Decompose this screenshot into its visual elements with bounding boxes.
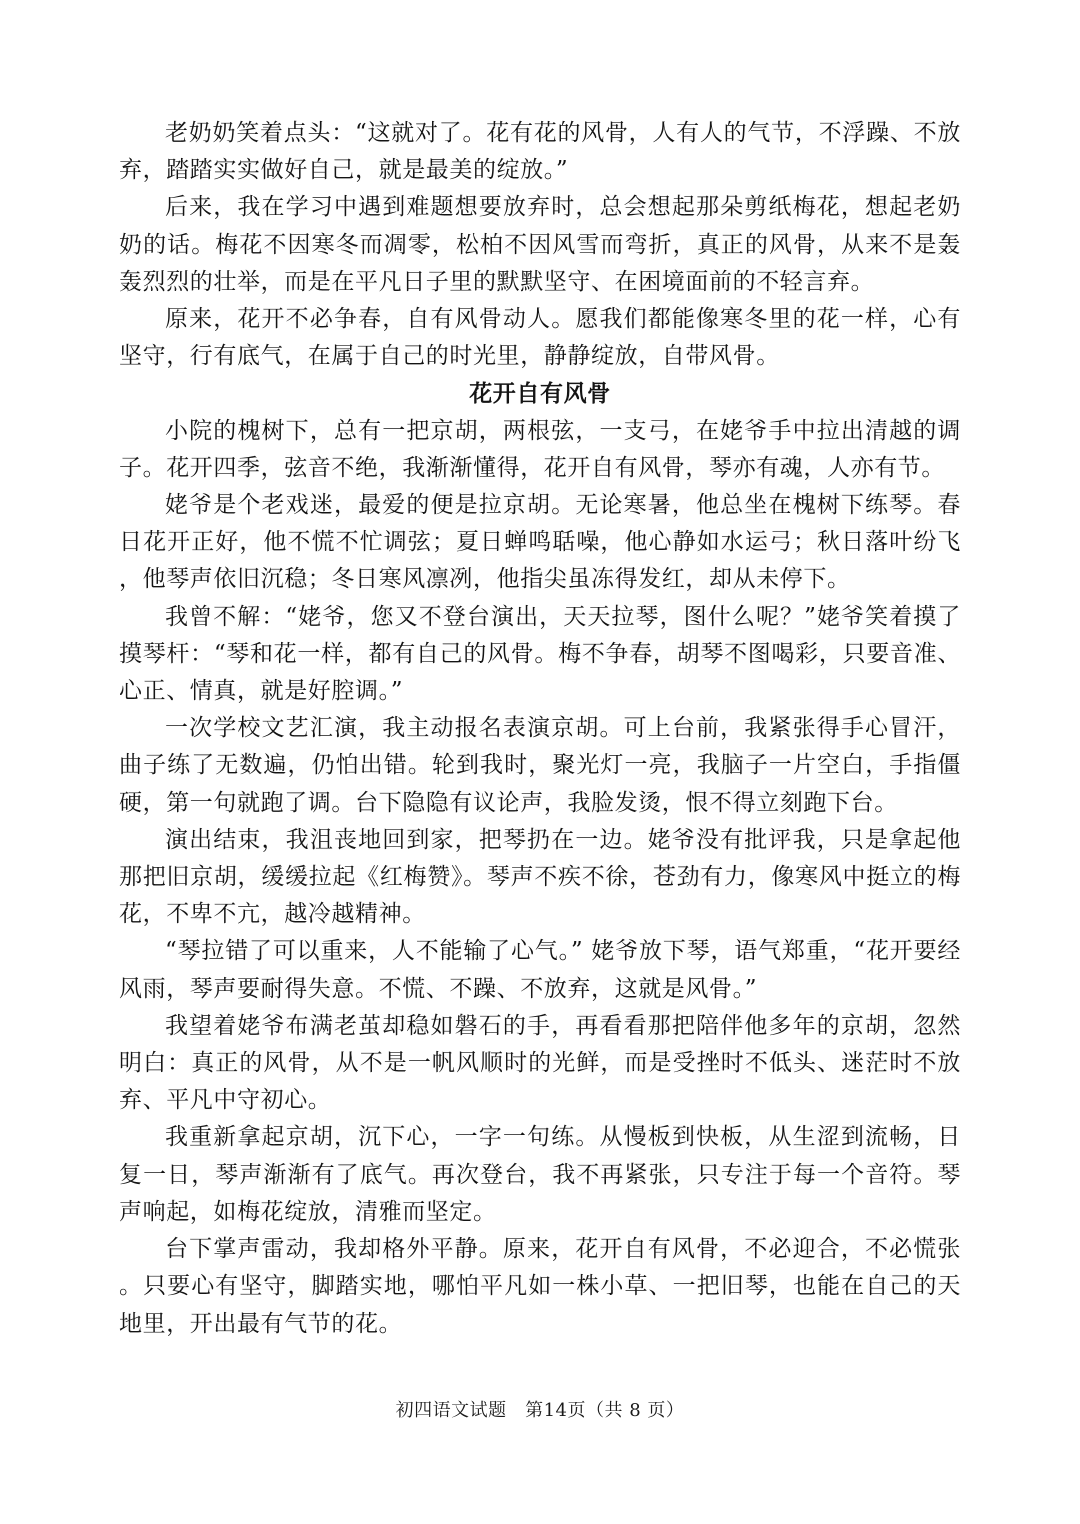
paragraph: 我重新拿起京胡，沉下心，一字一句练。从慢板到快板，从生涩到流畅，日复一日，琴声渐渐有了底气。再次登台，我不再紧张，只专注于每一个音符。琴声响起，如梅花绽放，清雅而坚定。	[119, 1124, 961, 1225]
page-footer: 初四语文试题 第14页（共 8 页）	[395, 1400, 685, 1421]
paragraph: 一次学校文艺汇演，我主动报名表演京胡。可上台前，我紧张得手心冒汗，曲子练了无数遍，仍怕出错。轮到我时，聚光灯一亮，我脑子一片空白，手指僵硬，第一句就跑了调。台下隐隐有议论声，我脸发烫，恨不得立刻跑下台。	[119, 715, 961, 816]
essay-title: 花开自有风骨	[469, 380, 611, 408]
paragraph: 原来，花开不必争春，自有风骨动人。愿我们都能像寒冬里的花一样，心有坚守，行有底气，在属于自己的时光里，静静绽放，自带风骨。	[119, 306, 961, 370]
paragraph: 老奶奶笑着点头：“这就对了。花有花的风骨，人有人的气节，不浮躁、不放弃，踏踏实实做好自己，就是最美的绽放。”	[119, 120, 961, 184]
paragraph: 姥爷是个老戏迷，最爱的便是拉京胡。无论寒暑，他总坐在槐树下练琴。春日花开正好，他不慌不忙调弦；夏日蝉鸣聒噪，他心静如水运弓；秋日落叶纷飞，他琴声依旧沉稳；冬日寒风凛冽，他指尖虽冻得发红，却从未停下。	[119, 492, 961, 593]
paragraph: 小院的槐树下，总有一把京胡，两根弦，一支弓，在姥爷手中拉出清越的调子。花开四季，弦音不绝，我渐渐懂得，花开自有风骨，琴亦有魂，人亦有节。	[119, 417, 961, 481]
paragraph: “琴拉错了可以重来，人不能输了心气。” 姥爷放下琴，语气郑重，“花开要经风雨，琴声要耐得失意。不慌、不躁、不放弃，这就是风骨。”	[119, 938, 961, 1002]
paragraph: 演出结束，我沮丧地回到家，把琴扔在一边。姥爷没有批评我，只是拿起他那把旧京胡，缓缓拉起《红梅赞》。琴声不疾不徐，苍劲有力，像寒风中挺立的梅花，不卑不亢，越冷越精神。	[119, 826, 961, 928]
paragraph: 后来，我在学习中遇到难题想要放弃时，总会想起那朵剪纸梅花，想起老奶奶的话。梅花不因寒冬而凋零，松柏不因风雪而弯折，真正的风骨，从来不是轰轰烈烈的壮举，而是在平凡日子里的默默坚守、在困境面前的不轻言弃。	[119, 194, 961, 295]
paragraph: 台下掌声雷动，我却格外平静。原来，花开自有风骨，不必迎合，不必慌张。只要心有坚守，脚踏实地，哪怕平凡如一株小草、一把旧琴，也能在自己的天地里，开出最有气节的花。	[119, 1236, 961, 1337]
paragraph: 我曾不解：“姥爷，您又不登台演出，天天拉琴，图什么呢？”姥爷笑着摸了摸琴杆：“琴和花一样，都有自己的风骨。梅不争春，胡琴不图喝彩，只要音准、心正、情真，就是好腔调。”	[119, 603, 961, 705]
exam-page-body	[119, 115, 961, 1343]
paragraph: 我望着姥爷布满老茧却稳如磐石的手，再看看那把陪伴他多年的京胡，忽然明白：真正的风骨，从不是一帆风顺时的光鲜，而是受挫时不低头、迷茫时不放弃、平凡中守初心。	[119, 1012, 961, 1114]
